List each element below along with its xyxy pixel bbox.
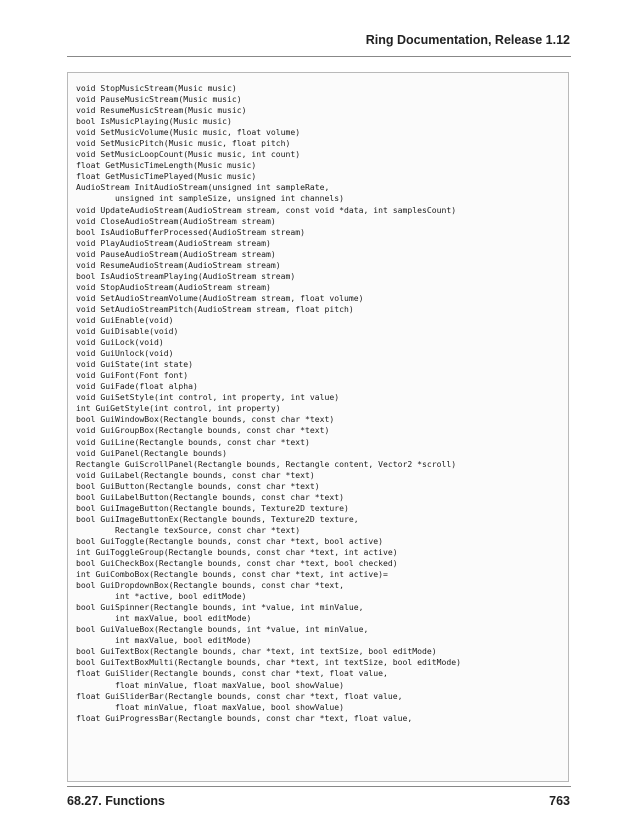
code-block <box>67 72 569 782</box>
code-line: bool GuiWindowBox(Rectangle bounds, const char *text) <box>76 414 335 425</box>
code-line: bool GuiImageButton(Rectangle bounds, Texture2D texture) <box>76 502 349 513</box>
code-line: void SetAudioStreamVolume(AudioStream stream, float volume) <box>76 292 364 303</box>
code-line: void CloseAudioStream(AudioStream stream) <box>76 215 276 226</box>
code-line: bool IsMusicPlaying(Music music) <box>76 116 232 127</box>
code-line: bool GuiTextBoxMulti(Rectangle bounds, char *text, int textSize, bool editMode) <box>76 657 461 668</box>
code-line: float GuiSliderBar(Rectangle bounds, const char *text, float value, <box>76 690 403 701</box>
code-line: int maxValue, bool editMode) <box>76 613 252 624</box>
code-line: AudioStream InitAudioStream(unsigned int sampleRate, <box>76 182 330 193</box>
code-line: float GuiProgressBar(Rectangle bounds, const char *text, float value, <box>76 712 413 723</box>
code-line: bool GuiImageButtonEx(Rectangle bounds, Texture2D texture, <box>76 513 359 524</box>
code-line: void SetMusicVolume(Music music, float volume) <box>76 127 301 138</box>
footer-divider <box>67 786 571 787</box>
code-line: bool GuiDropdownBox(Rectangle bounds, const char *text, <box>76 580 345 591</box>
header-divider <box>67 56 571 57</box>
code-line: float GetMusicTimePlayed(Music music) <box>76 171 257 182</box>
code-line: void GuiFont(Font font) <box>76 370 189 381</box>
code-line: void UpdateAudioStream(AudioStream stream, const void *data, int samplesCount) <box>76 204 457 215</box>
code-line: bool IsAudioStreamPlaying(AudioStream stream) <box>76 270 296 281</box>
code-line: bool GuiButton(Rectangle bounds, const char *text) <box>76 480 320 491</box>
code-line: int GuiComboBox(Rectangle bounds, const char *text, int active)= <box>76 569 388 580</box>
code-line: Rectangle texSource, const char *text) <box>76 524 301 535</box>
code-line: void GuiLine(Rectangle bounds, const char *text) <box>76 436 310 447</box>
page-header-title: Ring Documentation, Release 1.12 <box>365 33 570 47</box>
code-line: void GuiState(int state) <box>76 359 193 370</box>
code-line: void StopAudioStream(AudioStream stream) <box>76 281 271 292</box>
code-line: void PauseMusicStream(Music music) <box>76 94 242 105</box>
code-line: float GetMusicTimeLength(Music music) <box>76 160 257 171</box>
code-line: void SetAudioStreamPitch(AudioStream stream, float pitch) <box>76 303 354 314</box>
code-line: unsigned int sampleSize, unsigned int channels) <box>76 193 345 204</box>
code-line: void StopMusicStream(Music music) <box>76 83 237 93</box>
code-line: void ResumeAudioStream(AudioStream stream) <box>76 259 281 270</box>
code-line: void GuiLabel(Rectangle bounds, const char *text) <box>76 469 315 480</box>
code-line: void SetMusicLoopCount(Music music, int count) <box>76 149 301 160</box>
code-line: float minValue, float maxValue, bool showValue) <box>76 679 345 690</box>
code-line: bool GuiValueBox(Rectangle bounds, int *value, int minValue, <box>76 624 369 635</box>
footer-page-number: 763 <box>549 794 570 808</box>
code-line: int GuiGetStyle(int control, int property) <box>76 403 281 414</box>
code-line: void GuiDisable(void) <box>76 326 179 337</box>
code-line: bool GuiTextBox(Rectangle bounds, char *text, int textSize, bool editMode) <box>76 646 437 657</box>
code-line: void GuiGroupBox(Rectangle bounds, const char *text) <box>76 425 330 436</box>
code-line: bool GuiSpinner(Rectangle bounds, int *value, int minValue, <box>76 602 364 613</box>
code-line: float GuiSlider(Rectangle bounds, const char *text, float value, <box>76 668 388 679</box>
code-line: void SetMusicPitch(Music music, float pitch) <box>76 138 291 149</box>
code-line: bool GuiCheckBox(Rectangle bounds, const char *text, bool checked) <box>76 558 398 569</box>
code-line: void GuiSetStyle(int control, int property, int value) <box>76 392 340 403</box>
code-line: float minValue, float maxValue, bool showValue) <box>76 701 345 712</box>
code-line: bool GuiLabelButton(Rectangle bounds, const char *text) <box>76 491 345 502</box>
footer-section-title: 68.27. Functions <box>67 794 165 808</box>
code-line: void PlayAudioStream(AudioStream stream) <box>76 237 271 248</box>
code-line: bool IsAudioBufferProcessed(AudioStream stream) <box>76 226 306 237</box>
code-line: int *active, bool editMode) <box>76 591 247 602</box>
code-line: void ResumeMusicStream(Music music) <box>76 105 247 116</box>
code-line: Rectangle GuiScrollPanel(Rectangle bounds, Rectangle content, Vector2 *scroll) <box>76 458 457 469</box>
code-line: void GuiFade(float alpha) <box>76 381 198 392</box>
code-line: int maxValue, bool editMode) <box>76 635 252 646</box>
code-line: void GuiUnlock(void) <box>76 348 174 359</box>
code-line: void PauseAudioStream(AudioStream stream) <box>76 248 276 259</box>
code-line: void GuiLock(void) <box>76 337 164 348</box>
code-line: void GuiEnable(void) <box>76 314 174 325</box>
code-line: bool GuiToggle(Rectangle bounds, const char *text, bool active) <box>76 535 383 546</box>
code-line: int GuiToggleGroup(Rectangle bounds, const char *text, int active) <box>76 546 398 557</box>
code-line: void GuiPanel(Rectangle bounds) <box>76 447 228 458</box>
